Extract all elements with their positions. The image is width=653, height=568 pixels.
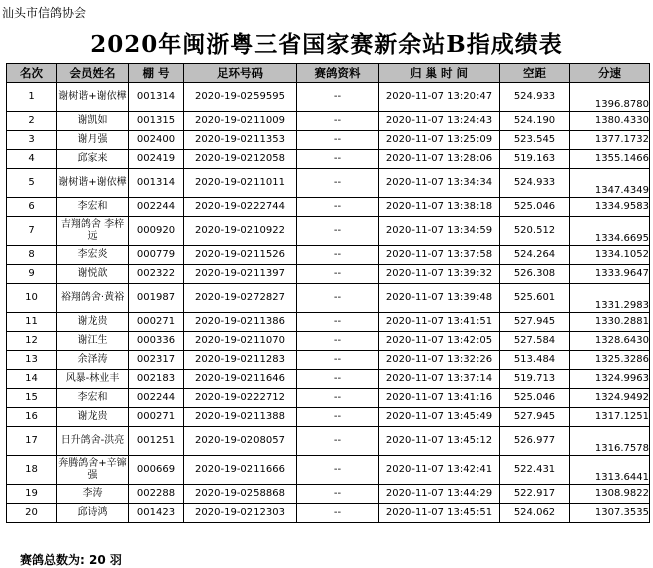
loft-number-cell: 000779 [129,246,184,265]
rank-cell: 11 [7,313,57,332]
distance-cell: 525.046 [500,389,570,408]
member-name-cell: 李宏和 [57,198,129,217]
distance-cell: 524.062 [500,504,570,523]
distance-cell: 524.190 [500,112,570,131]
distance-cell: 526.977 [500,427,570,456]
arrival-time-cell: 2020-11-07 13:45:51 [379,504,500,523]
rank-cell: 12 [7,332,57,351]
member-name-cell: 谢月强 [57,131,129,150]
member-name-cell: 余泽涛 [57,351,129,370]
pigeon-info-cell: -- [297,83,379,112]
table-row [7,131,650,150]
table-row [7,150,650,169]
member-name-cell: 谢龙贵 [57,313,129,332]
header-rank: 名次 [7,64,57,83]
rank-cell: 7 [7,217,57,246]
member-name-cell: 李涛 [57,485,129,504]
rank-cell: 13 [7,351,57,370]
distance-cell: 522.917 [500,485,570,504]
pigeon-info-cell: -- [297,150,379,169]
speed-cell: 1307.3535 [570,504,650,523]
rank-cell: 1 [7,83,57,112]
pigeon-info-cell: -- [297,112,379,131]
ring-number-cell: 2020-19-0211009 [184,112,297,131]
speed-cell: 1331.2983 [570,284,650,313]
ring-number-cell: 2020-19-0222712 [184,389,297,408]
speed-cell: 1334.1052 [570,246,650,265]
results-table [6,63,650,523]
ring-number-cell: 2020-19-0211397 [184,265,297,284]
pigeon-info-cell: -- [297,370,379,389]
rank-cell: 14 [7,370,57,389]
speed-cell: 1324.9963 [570,370,650,389]
rank-cell: 9 [7,265,57,284]
pigeon-info-cell: -- [297,313,379,332]
loft-number-cell: 002322 [129,265,184,284]
arrival-time-cell: 2020-11-07 13:34:59 [379,217,500,246]
loft-number-cell: 000669 [129,456,184,485]
ring-number-cell: 2020-19-0210922 [184,217,297,246]
table-row [7,427,650,456]
member-name-cell: 奔腾鸽舍+辛镩强 [57,456,129,485]
header-member-name: 会员姓名 [57,64,129,83]
distance-cell: 524.933 [500,83,570,112]
member-name-cell: 吉翔鸽舍 李梓远 [57,217,129,246]
pigeon-info-cell: -- [297,456,379,485]
distance-cell: 524.264 [500,246,570,265]
rank-cell: 2 [7,112,57,131]
pigeon-info-cell: -- [297,217,379,246]
ring-number-cell: 2020-19-0211353 [184,131,297,150]
ring-number-cell: 2020-19-0211386 [184,313,297,332]
loft-number-cell: 000920 [129,217,184,246]
ring-number-cell: 2020-19-0211646 [184,370,297,389]
speed-cell: 1308.9822 [570,485,650,504]
header-distance: 空距 [500,64,570,83]
speed-cell: 1325.3286 [570,351,650,370]
loft-number-cell: 002288 [129,485,184,504]
speed-cell: 1328.6430 [570,332,650,351]
ring-number-cell: 2020-19-0212303 [184,504,297,523]
total-pigeons: 赛鸽总数为: 20 羽 [20,553,122,567]
rank-cell: 16 [7,408,57,427]
organization-name: 汕头市信鸽协会 [2,6,87,20]
member-name-cell: 邱家来 [57,150,129,169]
distance-cell: 527.945 [500,408,570,427]
speed-cell: 1347.4349 [570,169,650,198]
rank-cell: 15 [7,389,57,408]
loft-number-cell: 002183 [129,370,184,389]
page-title: 2020年闽浙粤三省国家赛新余站B指成绩表 [90,31,563,58]
arrival-time-cell: 2020-11-07 13:34:34 [379,169,500,198]
distance-cell: 525.046 [500,198,570,217]
table-row [7,112,650,131]
arrival-time-cell: 2020-11-07 13:42:05 [379,332,500,351]
arrival-time-cell: 2020-11-07 13:41:51 [379,313,500,332]
loft-number-cell: 001423 [129,504,184,523]
arrival-time-cell: 2020-11-07 13:20:47 [379,83,500,112]
arrival-time-cell: 2020-11-07 13:42:41 [379,456,500,485]
rank-cell: 10 [7,284,57,313]
pigeon-info-cell: -- [297,131,379,150]
table-row [7,408,650,427]
arrival-time-cell: 2020-11-07 13:39:32 [379,265,500,284]
distance-cell: 527.945 [500,313,570,332]
header-ring-number: 足环号码 [184,64,297,83]
member-name-cell: 谢凯如 [57,112,129,131]
distance-cell: 527.584 [500,332,570,351]
pigeon-info-cell: -- [297,408,379,427]
speed-cell: 1333.9647 [570,265,650,284]
rank-cell: 18 [7,456,57,485]
loft-number-cell: 000271 [129,313,184,332]
speed-cell: 1317.1251 [570,408,650,427]
table-row [7,169,650,198]
member-name-cell: 李宏炎 [57,246,129,265]
rank-cell: 19 [7,485,57,504]
member-name-cell: 裕翔鸽舍·黄裕 [57,284,129,313]
table-row [7,485,650,504]
arrival-time-cell: 2020-11-07 13:24:43 [379,112,500,131]
pigeon-info-cell: -- [297,265,379,284]
table-row [7,370,650,389]
member-name-cell: 谢悦歆 [57,265,129,284]
arrival-time-cell: 2020-11-07 13:37:58 [379,246,500,265]
speed-cell: 1324.9492 [570,389,650,408]
pigeon-info-cell: -- [297,389,379,408]
member-name-cell: 日升鸽舍-洪亮 [57,427,129,456]
loft-number-cell: 001251 [129,427,184,456]
speed-cell: 1355.1466 [570,150,650,169]
arrival-time-cell: 2020-11-07 13:25:09 [379,131,500,150]
rank-cell: 3 [7,131,57,150]
arrival-time-cell: 2020-11-07 13:38:18 [379,198,500,217]
rank-cell: 17 [7,427,57,456]
arrival-time-cell: 2020-11-07 13:37:14 [379,370,500,389]
arrival-time-cell: 2020-11-07 13:45:49 [379,408,500,427]
pigeon-info-cell: -- [297,198,379,217]
ring-number-cell: 2020-19-0211526 [184,246,297,265]
pigeon-info-cell: -- [297,284,379,313]
loft-number-cell: 002419 [129,150,184,169]
distance-cell: 519.713 [500,370,570,389]
loft-number-cell: 001314 [129,83,184,112]
loft-number-cell: 002317 [129,351,184,370]
ring-number-cell: 2020-19-0211388 [184,408,297,427]
speed-cell: 1316.7578 [570,427,650,456]
distance-cell: 513.484 [500,351,570,370]
arrival-time-cell: 2020-11-07 13:45:12 [379,427,500,456]
arrival-time-cell: 2020-11-07 13:28:06 [379,150,500,169]
member-name-cell: 谢树谐+谢依樺 [57,169,129,198]
ring-number-cell: 2020-19-0211011 [184,169,297,198]
ring-number-cell: 2020-19-0211666 [184,456,297,485]
arrival-time-cell: 2020-11-07 13:41:16 [379,389,500,408]
member-name-cell: 谢江生 [57,332,129,351]
speed-cell: 1330.2881 [570,313,650,332]
header-arrival-time: 归 巢 时 间 [379,64,500,83]
table-row [7,198,650,217]
ring-number-cell: 2020-19-0259595 [184,83,297,112]
table-row [7,265,650,284]
table-row [7,313,650,332]
speed-cell: 1334.9583 [570,198,650,217]
table-row [7,83,650,112]
loft-number-cell: 001314 [129,169,184,198]
rank-cell: 20 [7,504,57,523]
header-speed: 分速 [570,64,650,83]
speed-cell: 1313.6441 [570,456,650,485]
loft-number-cell: 002244 [129,389,184,408]
table-row [7,332,650,351]
member-name-cell: 风暴-林业丰 [57,370,129,389]
member-name-cell: 谢树谐+谢依樺 [57,83,129,112]
speed-cell: 1334.6695 [570,217,650,246]
speed-cell: 1380.4330 [570,112,650,131]
pigeon-info-cell: -- [297,351,379,370]
distance-cell: 523.545 [500,131,570,150]
distance-cell: 526.308 [500,265,570,284]
member-name-cell: 谢龙贵 [57,408,129,427]
table-row [7,217,650,246]
member-name-cell: 邱诗鸿 [57,504,129,523]
member-name-cell: 李宏和 [57,389,129,408]
ring-number-cell: 2020-19-0212058 [184,150,297,169]
header-loft-number: 棚 号 [129,64,184,83]
distance-cell: 519.163 [500,150,570,169]
ring-number-cell: 2020-19-0222744 [184,198,297,217]
arrival-time-cell: 2020-11-07 13:39:48 [379,284,500,313]
pigeon-info-cell: -- [297,169,379,198]
distance-cell: 522.431 [500,456,570,485]
rank-cell: 8 [7,246,57,265]
loft-number-cell: 000336 [129,332,184,351]
speed-cell: 1396.8780 [570,83,650,112]
pigeon-info-cell: -- [297,332,379,351]
header-pigeon-info: 赛鸽资料 [297,64,379,83]
table-row [7,351,650,370]
pigeon-info-cell: -- [297,485,379,504]
table-row [7,284,650,313]
speed-cell: 1377.1732 [570,131,650,150]
rank-cell: 6 [7,198,57,217]
distance-cell: 524.933 [500,169,570,198]
pigeon-info-cell: -- [297,504,379,523]
ring-number-cell: 2020-19-0211070 [184,332,297,351]
distance-cell: 525.601 [500,284,570,313]
loft-number-cell: 001315 [129,112,184,131]
table-row [7,456,650,485]
ring-number-cell: 2020-19-0211283 [184,351,297,370]
table-row [7,389,650,408]
loft-number-cell: 002400 [129,131,184,150]
loft-number-cell: 000271 [129,408,184,427]
arrival-time-cell: 2020-11-07 13:44:29 [379,485,500,504]
table-row [7,246,650,265]
arrival-time-cell: 2020-11-07 13:32:26 [379,351,500,370]
ring-number-cell: 2020-19-0208057 [184,427,297,456]
ring-number-cell: 2020-19-0272827 [184,284,297,313]
distance-cell: 520.512 [500,217,570,246]
rank-cell: 5 [7,169,57,198]
ring-number-cell: 2020-19-0258868 [184,485,297,504]
pigeon-info-cell: -- [297,427,379,456]
header-row [7,64,650,83]
table-row [7,504,650,523]
rank-cell: 4 [7,150,57,169]
pigeon-info-cell: -- [297,246,379,265]
loft-number-cell: 002244 [129,198,184,217]
loft-number-cell: 001987 [129,284,184,313]
